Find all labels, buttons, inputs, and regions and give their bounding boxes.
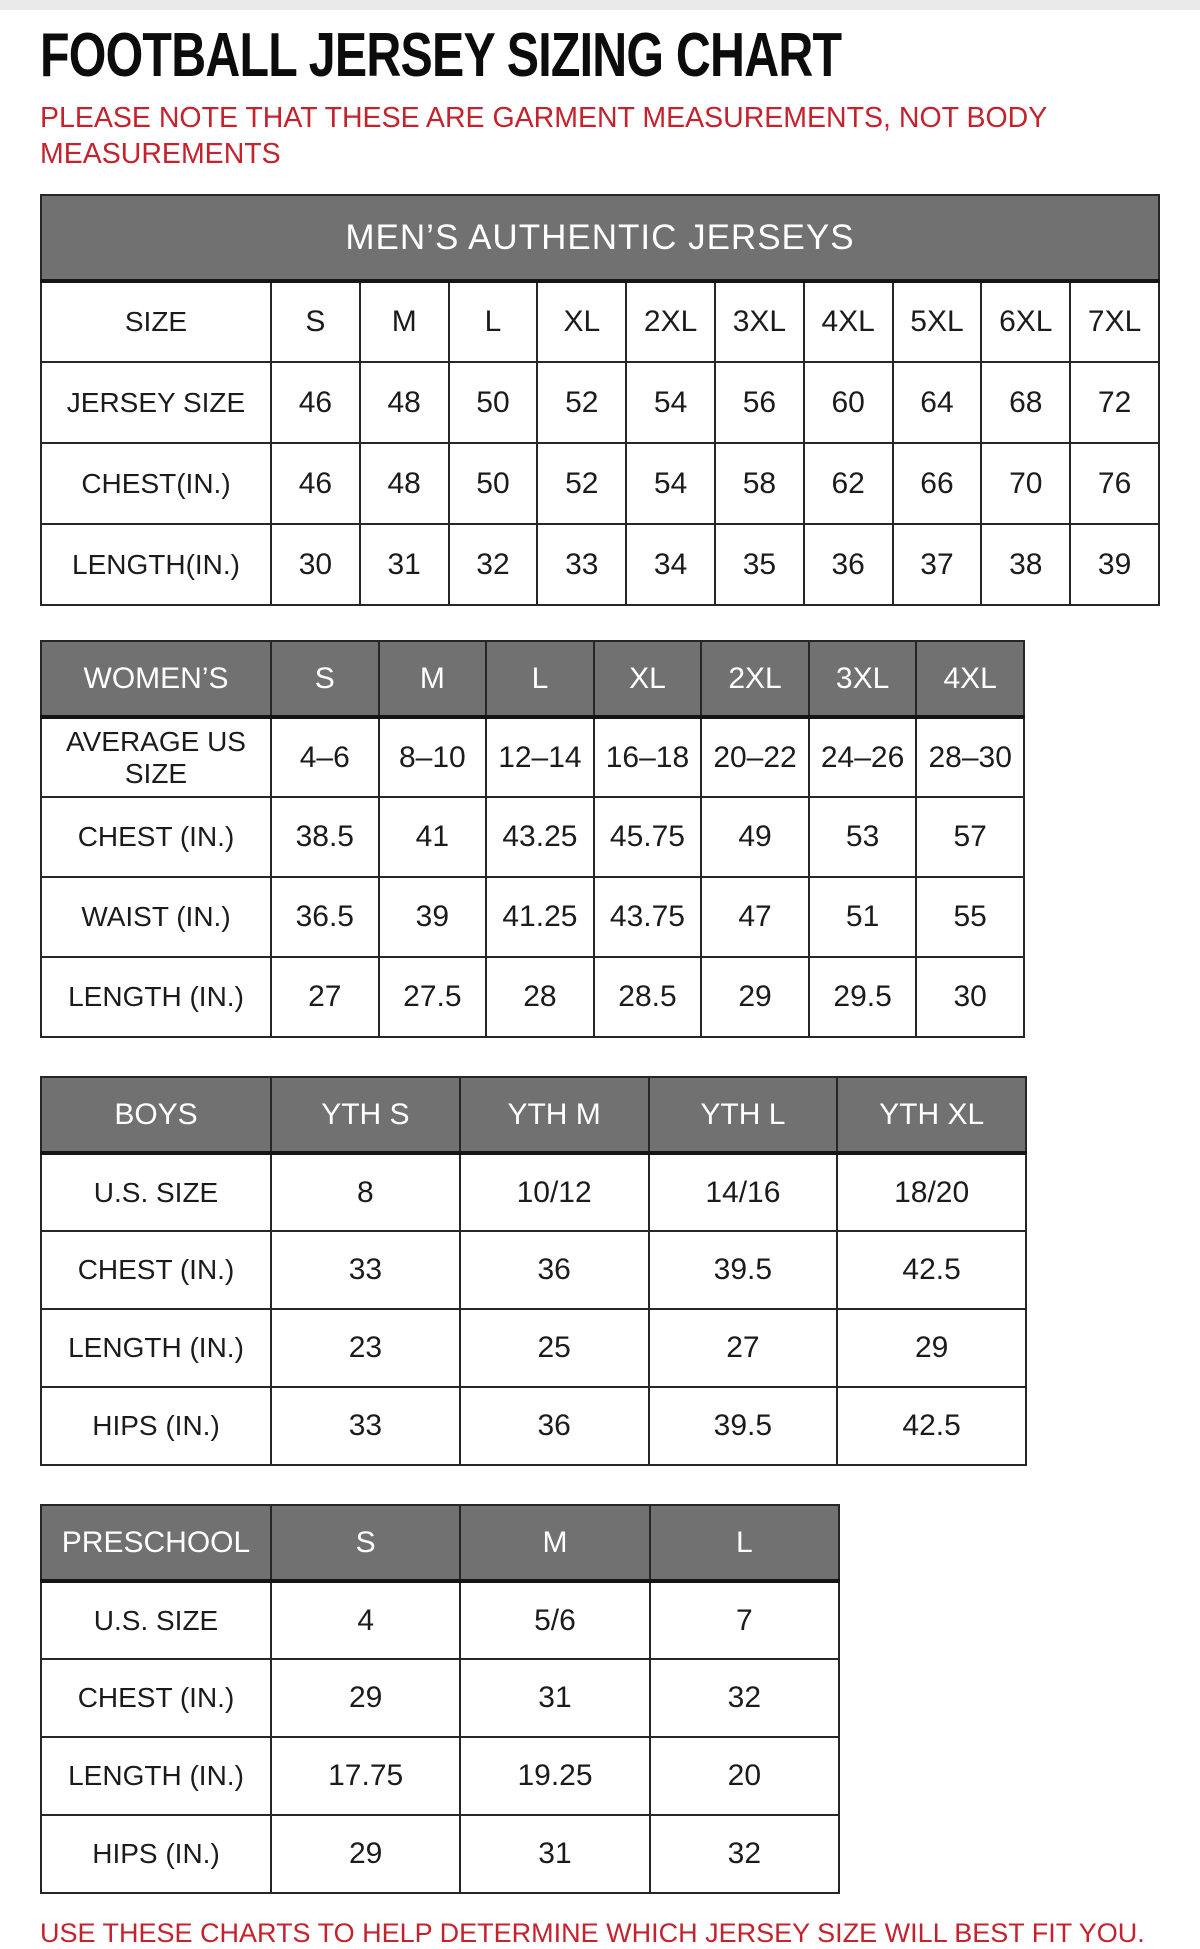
cell: 32	[449, 524, 538, 605]
row-label: CHEST (IN.)	[41, 1231, 271, 1309]
table-row	[41, 1153, 1026, 1231]
cell: 55	[916, 877, 1024, 957]
garment-measurement-note: PLEASE NOTE THAT THESE ARE GARMENT MEASUREMENTS, NOT BODY MEASUREMENTS	[40, 102, 1047, 170]
cell: 48	[360, 443, 449, 524]
cell: 4	[271, 1581, 460, 1659]
table-row	[41, 1659, 839, 1737]
cell: 37	[893, 524, 982, 605]
cell: 36	[804, 524, 893, 605]
cell: 53	[809, 797, 917, 877]
cell: 41.25	[486, 877, 594, 957]
row-label: CHEST (IN.)	[41, 1659, 271, 1737]
cell: 8–10	[379, 717, 487, 797]
column-header: L	[650, 1505, 839, 1581]
preschool-header-label: PRESCHOOL	[41, 1505, 271, 1581]
row-label: SIZE	[41, 281, 271, 362]
cell: 31	[460, 1815, 649, 1893]
cell: 28.5	[594, 957, 702, 1037]
table-row	[41, 524, 1159, 605]
cell: 52	[537, 443, 626, 524]
row-label: LENGTH (IN.)	[41, 1737, 271, 1815]
cell: 46	[271, 443, 360, 524]
row-label: LENGTH (IN.)	[41, 1309, 271, 1387]
cell: 7	[650, 1581, 839, 1659]
cell: 33	[271, 1231, 460, 1309]
cell: 39.5	[649, 1387, 838, 1465]
preschool-size-table	[40, 1504, 840, 1894]
cell: 27	[649, 1309, 838, 1387]
cell: 25	[460, 1309, 649, 1387]
cell: 5/6	[460, 1581, 649, 1659]
cell: 29.5	[809, 957, 917, 1037]
cell: 5XL	[893, 281, 982, 362]
table-row	[41, 443, 1159, 524]
cell: 27.5	[379, 957, 487, 1037]
column-header: 4XL	[916, 641, 1024, 717]
cell: 50	[449, 362, 538, 443]
mens-banner: MEN’S AUTHENTIC JERSEYS	[41, 195, 1159, 281]
table-row	[41, 797, 1024, 877]
cell: 52	[537, 362, 626, 443]
cell: 12–14	[486, 717, 594, 797]
cell: 39	[1070, 524, 1159, 605]
column-header: XL	[594, 641, 702, 717]
cell: 16–18	[594, 717, 702, 797]
cell: 7XL	[1070, 281, 1159, 362]
column-header: YTH S	[271, 1077, 460, 1153]
cell: 29	[837, 1309, 1026, 1387]
cell: M	[360, 281, 449, 362]
row-label: U.S. SIZE	[41, 1153, 271, 1231]
cell: 60	[804, 362, 893, 443]
cell: 28–30	[916, 717, 1024, 797]
row-label: LENGTH(IN.)	[41, 524, 271, 605]
cell: 18/20	[837, 1153, 1026, 1231]
cell: 2XL	[626, 281, 715, 362]
column-header: YTH L	[649, 1077, 838, 1153]
cell: 35	[715, 524, 804, 605]
cell: 34	[626, 524, 715, 605]
column-header: S	[271, 1505, 460, 1581]
cell: 47	[701, 877, 809, 957]
table-row	[41, 1387, 1026, 1465]
row-label: WAIST (IN.)	[41, 877, 271, 957]
table-row	[41, 1815, 839, 1893]
cell: 70	[981, 443, 1070, 524]
row-label: JERSEY SIZE	[41, 362, 271, 443]
table-row	[41, 1737, 839, 1815]
cell: 14/16	[649, 1153, 838, 1231]
table-row	[41, 281, 1159, 362]
footer-note: USE THESE CHARTS TO HELP DETERMINE WHICH JERSEY SIZE WILL BEST FIT YOU.	[40, 1918, 1145, 1948]
column-header: L	[486, 641, 594, 717]
column-header: M	[379, 641, 487, 717]
cell: 42.5	[837, 1387, 1026, 1465]
womens-header-label: WOMEN’S	[41, 641, 271, 717]
cell: 20–22	[701, 717, 809, 797]
column-header: YTH M	[460, 1077, 649, 1153]
cell: 6XL	[981, 281, 1070, 362]
cell: 31	[460, 1659, 649, 1737]
cell: 54	[626, 443, 715, 524]
cell: 10/12	[460, 1153, 649, 1231]
cell: 38	[981, 524, 1070, 605]
cell: 45.75	[594, 797, 702, 877]
cell: 36	[460, 1387, 649, 1465]
cell: 43.25	[486, 797, 594, 877]
cell: 30	[916, 957, 1024, 1037]
cell: 42.5	[837, 1231, 1026, 1309]
cell: 39	[379, 877, 487, 957]
cell: 64	[893, 362, 982, 443]
cell: 23	[271, 1309, 460, 1387]
cell: 43.75	[594, 877, 702, 957]
table-row	[41, 1581, 839, 1659]
cell: 30	[271, 524, 360, 605]
cell: 27	[271, 957, 379, 1037]
cell: 36.5	[271, 877, 379, 957]
cell: 29	[271, 1815, 460, 1893]
column-header: M	[460, 1505, 649, 1581]
boys-header-label: BOYS	[41, 1077, 271, 1153]
cell: 4–6	[271, 717, 379, 797]
row-label: U.S. SIZE	[41, 1581, 271, 1659]
cell: 32	[650, 1659, 839, 1737]
cell: 29	[701, 957, 809, 1037]
womens-size-table	[40, 640, 1025, 1038]
row-label: AVERAGE US SIZE	[41, 717, 271, 797]
cell: 57	[916, 797, 1024, 877]
cell: 31	[360, 524, 449, 605]
column-header: 3XL	[809, 641, 917, 717]
tables-container	[40, 194, 1160, 1894]
table-row	[41, 877, 1024, 957]
cell: 4XL	[804, 281, 893, 362]
cell: 39.5	[649, 1231, 838, 1309]
cell: 62	[804, 443, 893, 524]
cell: 41	[379, 797, 487, 877]
cell: 49	[701, 797, 809, 877]
column-header: S	[271, 641, 379, 717]
cell: L	[449, 281, 538, 362]
cell: 20	[650, 1737, 839, 1815]
cell: 3XL	[715, 281, 804, 362]
table-row	[41, 717, 1024, 797]
cell: 50	[449, 443, 538, 524]
table-row	[41, 362, 1159, 443]
cell: S	[271, 281, 360, 362]
cell: 28	[486, 957, 594, 1037]
cell: 54	[626, 362, 715, 443]
cell: 76	[1070, 443, 1159, 524]
cell: 58	[715, 443, 804, 524]
cell: 66	[893, 443, 982, 524]
table-row	[41, 957, 1024, 1037]
cell: XL	[537, 281, 626, 362]
cell: 24–26	[809, 717, 917, 797]
row-label: CHEST (IN.)	[41, 797, 271, 877]
cell: 72	[1070, 362, 1159, 443]
top-edge-strip	[0, 0, 1200, 10]
cell: 38.5	[271, 797, 379, 877]
cell: 68	[981, 362, 1070, 443]
cell: 48	[360, 362, 449, 443]
boys-size-table	[40, 1076, 1027, 1466]
row-label: HIPS (IN.)	[41, 1815, 271, 1893]
cell: 19.25	[460, 1737, 649, 1815]
row-label: LENGTH (IN.)	[41, 957, 271, 1037]
column-header: YTH XL	[837, 1077, 1026, 1153]
column-header: 2XL	[701, 641, 809, 717]
sizing-chart-page	[0, 22, 1200, 1949]
table-row	[41, 1231, 1026, 1309]
table-row	[41, 1309, 1026, 1387]
cell: 17.75	[271, 1737, 460, 1815]
cell: 33	[271, 1387, 460, 1465]
cell: 32	[650, 1815, 839, 1893]
cell: 33	[537, 524, 626, 605]
cell: 56	[715, 362, 804, 443]
cell: 51	[809, 877, 917, 957]
page-title: FOOTBALL JERSEY SIZING CHART	[40, 21, 842, 90]
row-label: CHEST(IN.)	[41, 443, 271, 524]
cell: 46	[271, 362, 360, 443]
row-label: HIPS (IN.)	[41, 1387, 271, 1465]
cell: 8	[271, 1153, 460, 1231]
cell: 36	[460, 1231, 649, 1309]
mens-size-table	[40, 194, 1160, 606]
cell: 29	[271, 1659, 460, 1737]
